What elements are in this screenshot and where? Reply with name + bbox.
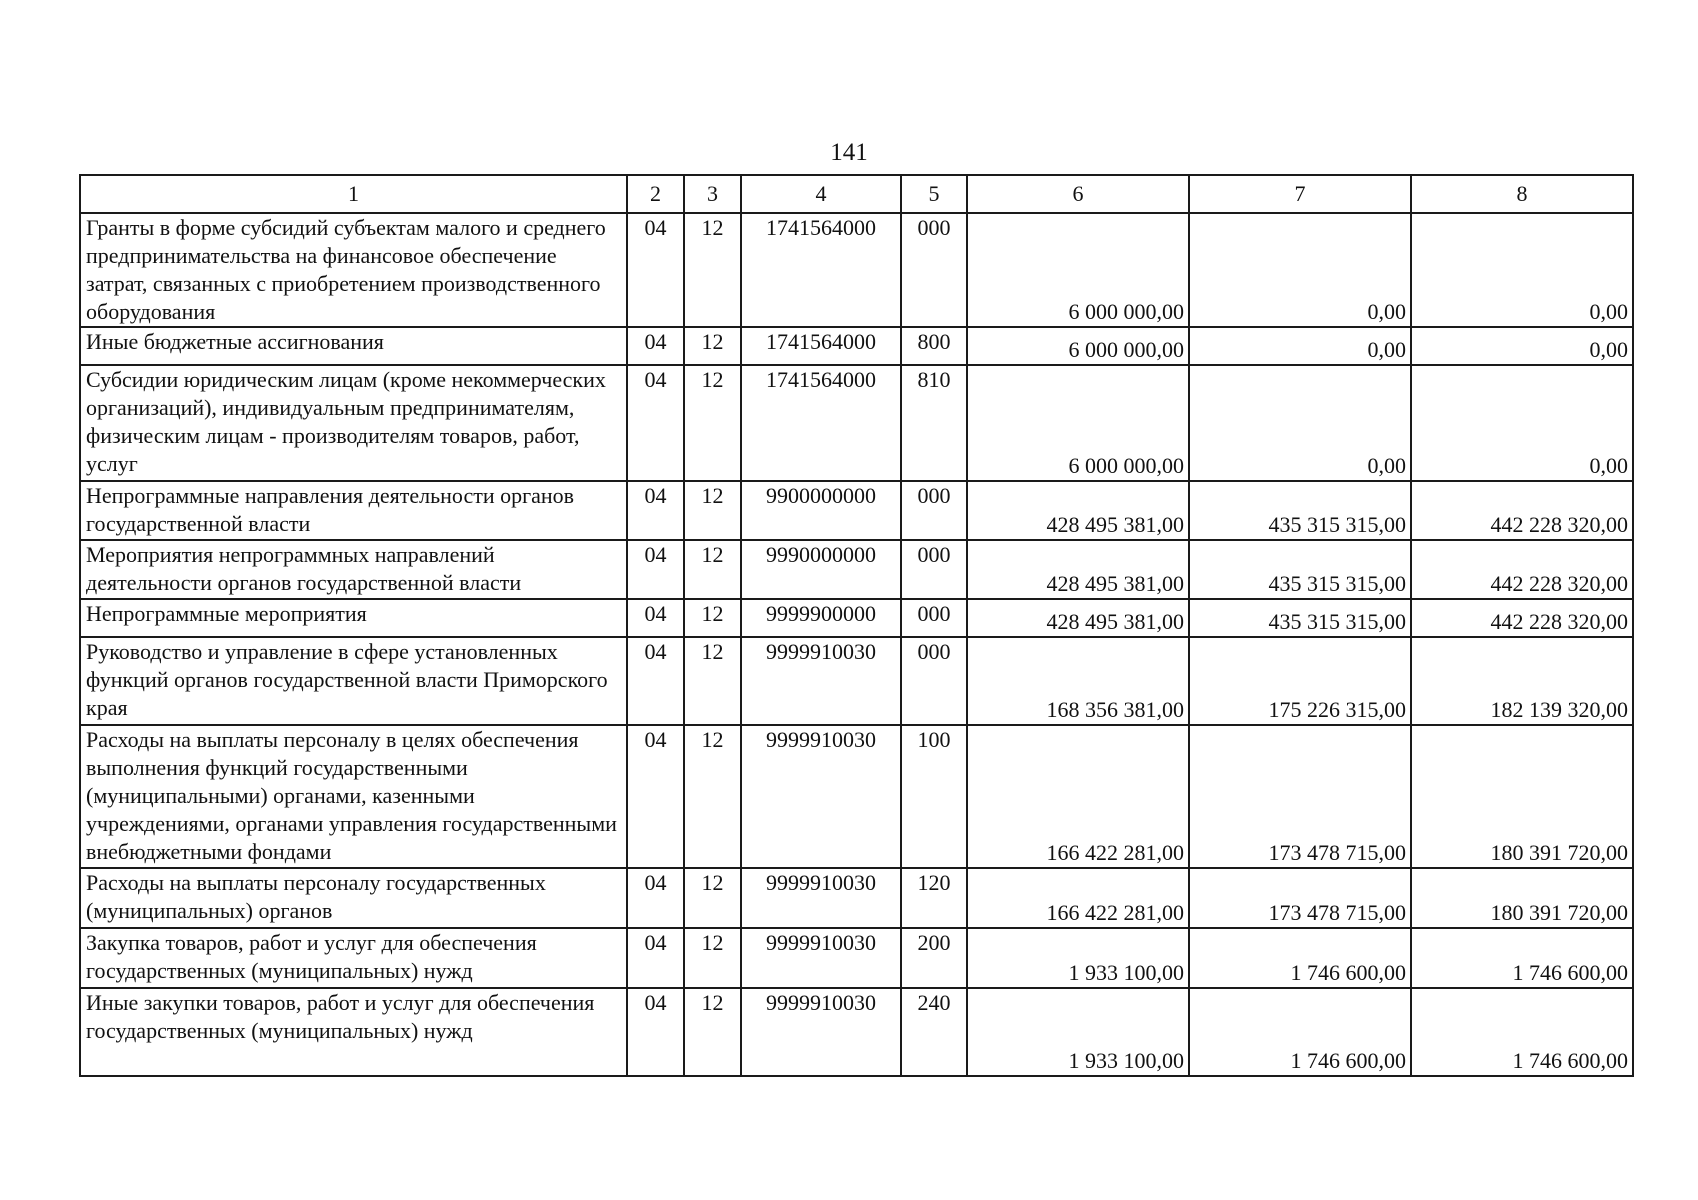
row-name: Расходы на выплаты персоналу в целях обеспечения выполнения функций государственными (муниципальными) органами, казенными учреждениями, органами управления государственными внебюджетными фондами [80,725,627,868]
subsection-code: 12 [684,725,741,868]
expense-type-code: 120 [901,868,967,928]
budget-table [79,174,1634,1077]
target-article-code: 1741564000 [741,213,901,327]
amount-year-2: 0,00 [1189,213,1411,327]
column-header: 2 [627,175,684,213]
section-code: 04 [627,599,684,637]
section-code: 04 [627,637,684,725]
expense-type-code: 100 [901,725,967,868]
table-row [80,365,1633,481]
amount-year-1: 428 495 381,00 [967,599,1189,637]
amount-year-2: 175 226 315,00 [1189,637,1411,725]
target-article-code: 9999910030 [741,725,901,868]
amount-year-2: 435 315 315,00 [1189,540,1411,599]
amount-year-2: 173 478 715,00 [1189,868,1411,928]
amount-year-3: 180 391 720,00 [1411,725,1633,868]
amount-year-1: 6 000 000,00 [967,213,1189,327]
amount-year-3: 182 139 320,00 [1411,637,1633,725]
section-code: 04 [627,725,684,868]
table-row [80,481,1633,540]
expense-type-code: 810 [901,365,967,481]
amount-year-3: 1 746 600,00 [1411,988,1633,1076]
amount-year-3: 180 391 720,00 [1411,868,1633,928]
amount-year-1: 168 356 381,00 [967,637,1189,725]
expense-type-code: 800 [901,327,967,365]
column-header: 6 [967,175,1189,213]
subsection-code: 12 [684,599,741,637]
expense-type-code: 200 [901,928,967,988]
amount-year-1: 6 000 000,00 [967,365,1189,481]
amount-year-1: 6 000 000,00 [967,327,1189,365]
row-name: Иные закупки товаров, работ и услуг для обеспечения государственных (муниципальных) нужд [80,988,627,1076]
subsection-code: 12 [684,327,741,365]
expense-type-code: 000 [901,481,967,540]
amount-year-2: 173 478 715,00 [1189,725,1411,868]
subsection-code: 12 [684,365,741,481]
table-row [80,988,1633,1076]
table-row [80,213,1633,327]
section-code: 04 [627,213,684,327]
amount-year-3: 442 228 320,00 [1411,540,1633,599]
amount-year-1: 428 495 381,00 [967,540,1189,599]
expense-type-code: 000 [901,599,967,637]
section-code: 04 [627,365,684,481]
target-article-code: 9990000000 [741,540,901,599]
row-name: Гранты в форме субсидий субъектам малого и среднего предпринимательства на финансовое обеспечение затрат, связанных с приобретением производственного оборудования [80,213,627,327]
subsection-code: 12 [684,988,741,1076]
amount-year-3: 0,00 [1411,213,1633,327]
column-header: 4 [741,175,901,213]
page-number: 141 [830,139,868,166]
target-article-code: 9999910030 [741,868,901,928]
subsection-code: 12 [684,213,741,327]
amount-year-3: 442 228 320,00 [1411,599,1633,637]
target-article-code: 1741564000 [741,327,901,365]
target-article-code: 9999900000 [741,599,901,637]
amount-year-3: 0,00 [1411,365,1633,481]
section-code: 04 [627,928,684,988]
column-header: 7 [1189,175,1411,213]
amount-year-3: 0,00 [1411,327,1633,365]
table-row [80,725,1633,868]
amount-year-2: 0,00 [1189,327,1411,365]
amount-year-3: 1 746 600,00 [1411,928,1633,988]
target-article-code: 1741564000 [741,365,901,481]
target-article-code: 9999910030 [741,988,901,1076]
section-code: 04 [627,540,684,599]
target-article-code: 9900000000 [741,481,901,540]
subsection-code: 12 [684,540,741,599]
table-row [80,928,1633,988]
section-code: 04 [627,481,684,540]
target-article-code: 9999910030 [741,637,901,725]
column-header: 1 [80,175,627,213]
amount-year-2: 0,00 [1189,365,1411,481]
amount-year-1: 1 933 100,00 [967,928,1189,988]
amount-year-2: 435 315 315,00 [1189,481,1411,540]
amount-year-2: 1 746 600,00 [1189,988,1411,1076]
section-code: 04 [627,327,684,365]
amount-year-1: 166 422 281,00 [967,725,1189,868]
table-header-row [80,175,1633,213]
section-code: 04 [627,868,684,928]
expense-type-code: 000 [901,213,967,327]
amount-year-1: 428 495 381,00 [967,481,1189,540]
target-article-code: 9999910030 [741,928,901,988]
subsection-code: 12 [684,928,741,988]
subsection-code: 12 [684,868,741,928]
column-header: 8 [1411,175,1633,213]
row-name: Иные бюджетные ассигнования [80,327,627,365]
amount-year-3: 442 228 320,00 [1411,481,1633,540]
row-name: Закупка товаров, работ и услуг для обеспечения государственных (муниципальных) нужд [80,928,627,988]
amount-year-1: 166 422 281,00 [967,868,1189,928]
row-name: Расходы на выплаты персоналу государственных (муниципальных) органов [80,868,627,928]
amount-year-2: 435 315 315,00 [1189,599,1411,637]
table-row [80,637,1633,725]
amount-year-1: 1 933 100,00 [967,988,1189,1076]
section-code: 04 [627,988,684,1076]
expense-type-code: 000 [901,540,967,599]
table-row [80,327,1633,365]
column-header: 3 [684,175,741,213]
row-name: Субсидии юридическим лицам (кроме некоммерческих организаций), индивидуальным предпринимателям, физическим лицам - производителям товаров, работ, услуг [80,365,627,481]
column-header: 5 [901,175,967,213]
row-name: Мероприятия непрограммных направлений деятельности органов государственной власти [80,540,627,599]
expense-type-code: 000 [901,637,967,725]
row-name: Руководство и управление в сфере установленных функций органов государственной власти Приморского края [80,637,627,725]
row-name: Непрограммные мероприятия [80,599,627,637]
row-name: Непрограммные направления деятельности органов государственной власти [80,481,627,540]
subsection-code: 12 [684,637,741,725]
table-row [80,868,1633,928]
subsection-code: 12 [684,481,741,540]
expense-type-code: 240 [901,988,967,1076]
table-row [80,599,1633,637]
amount-year-2: 1 746 600,00 [1189,928,1411,988]
table-row [80,540,1633,599]
